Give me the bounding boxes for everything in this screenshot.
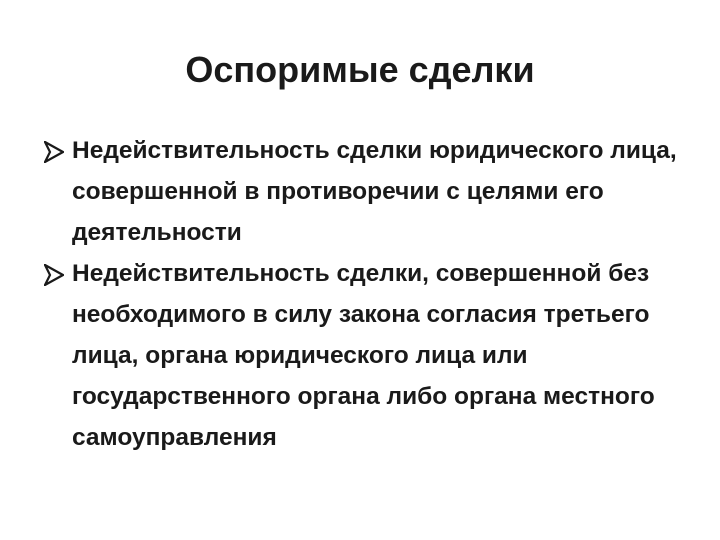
bullet-item xyxy=(44,253,694,458)
bullet-text: Недействительность сделки юридического лица, совершенной в противоречии с целями его деятельности xyxy=(72,137,677,246)
bullet-item xyxy=(44,130,694,253)
arrowhead-bullet-icon xyxy=(44,264,64,286)
bullet-text: Недействительность сделки, совершенной без необходимого в силу закона согласия третьего лица, органа юридического лица или государственного органа либо органа местного самоуправления xyxy=(72,260,655,451)
arrowhead-bullet-icon xyxy=(44,141,64,163)
slide-title: Оспоримые сделки xyxy=(185,49,535,90)
bullet-list xyxy=(44,130,694,458)
